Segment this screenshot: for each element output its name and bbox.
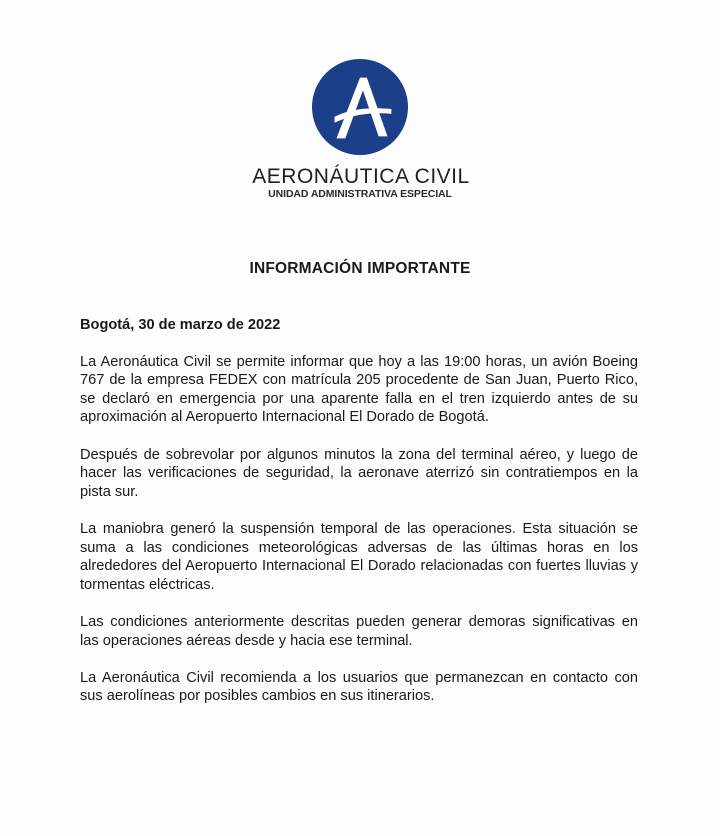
paragraph-operations-suspension: La maniobra generó la suspensión temporal de las operaciones. Esta situación se suma a las condiciones meteorológicas adversas de las últimas horas en los alrededores del Aeropuerto Internacional El Dorado relacionadas con fuertes lluvias y tormentas eléctricas. <box>80 520 638 593</box>
paragraph-delays: Las condiciones anteriormente descritas pueden generar demoras significativas en las operaciones aéreas desde y hacia ese terminal. <box>80 613 638 649</box>
paragraph-recommendation: La Aeronáutica Civil recomienda a los usuarios que permanezcan en contacto con sus aerolíneas por posibles cambios en sus itinerarios. <box>80 669 638 705</box>
organization-name: AERONÁUTICA CIVIL <box>252 165 470 188</box>
paragraph-landing: Después de sobrevolar por algunos minutos la zona del terminal aéreo, y luego de hacer las verificaciones de seguridad, la aeronave aterrizó sin contratiempos en la pista sur. <box>80 446 638 500</box>
document-body <box>80 316 638 724</box>
letterhead <box>0 58 720 201</box>
organization-subtitle: UNIDAD ADMINISTRATIVA ESPECIAL <box>268 188 452 200</box>
paragraph-emergency-report: La Aeronáutica Civil se permite informar que hoy a las 19:00 horas, un avión Boeing 767 de la empresa FEDEX con matrícula 205 procedente de San Juan, Puerto Rico, se declaró en emergencia por una aparente falla en el tren izquierdo antes de su aproximación al Aeropuerto Internacional El Dorado de Bogotá. <box>80 353 638 426</box>
aeronautica-civil-a-logo-icon <box>311 58 409 156</box>
date-line: Bogotá, 30 de marzo de 2022 <box>80 317 281 333</box>
document-title: INFORMACIÓN IMPORTANTE <box>249 260 471 277</box>
